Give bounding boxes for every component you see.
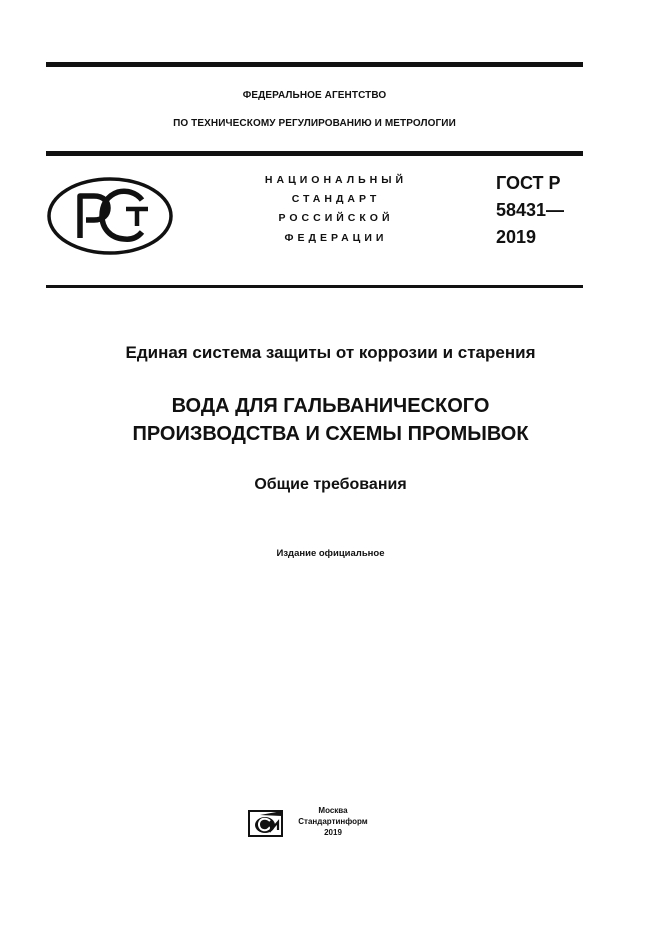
edition-label: Издание официальное (276, 548, 385, 559)
designation-line-1: ГОСТ Р (496, 173, 561, 193)
agency-line-1: ФЕДЕРАЛЬНОЕ АГЕНТСТВО (242, 90, 387, 101)
standartinform-logo-icon (248, 808, 286, 838)
standard-type-line-1: НАЦИОНАЛЬНЫЙ (264, 174, 408, 186)
standard-type-line-2: СТАНДАРТ (291, 193, 381, 205)
top-rule (46, 62, 583, 67)
designation-line-2: 58431— (496, 200, 565, 220)
publisher-block (296, 805, 370, 838)
designation-line-3: 2019 (496, 227, 537, 247)
document-subtitle: Общие требования (254, 476, 407, 493)
bottom-rule (46, 285, 583, 288)
series-title: Единая система защиты от коррозии и старения (125, 343, 536, 362)
standard-type-line-4: ФЕДЕРАЦИИ (284, 232, 388, 244)
publisher-city: Москва (318, 806, 348, 815)
middle-rule (46, 151, 583, 156)
publisher-name: Стандартинформ (298, 817, 368, 826)
document-title-line-2: ПРОИЗВОДСТВА И СХЕМЫ ПРОМЫВОК (132, 423, 529, 445)
standard-type-line-3: РОССИЙСКОЙ (278, 212, 394, 224)
rst-emblem-icon (46, 176, 174, 256)
publisher-year: 2019 (324, 828, 342, 837)
document-title-line-1: ВОДА ДЛЯ ГАЛЬВАНИЧЕСКОГО (171, 395, 490, 417)
agency-line-2: ПО ТЕХНИЧЕСКОМУ РЕГУЛИРОВАНИЮ И МЕТРОЛОГИИ (173, 118, 456, 129)
